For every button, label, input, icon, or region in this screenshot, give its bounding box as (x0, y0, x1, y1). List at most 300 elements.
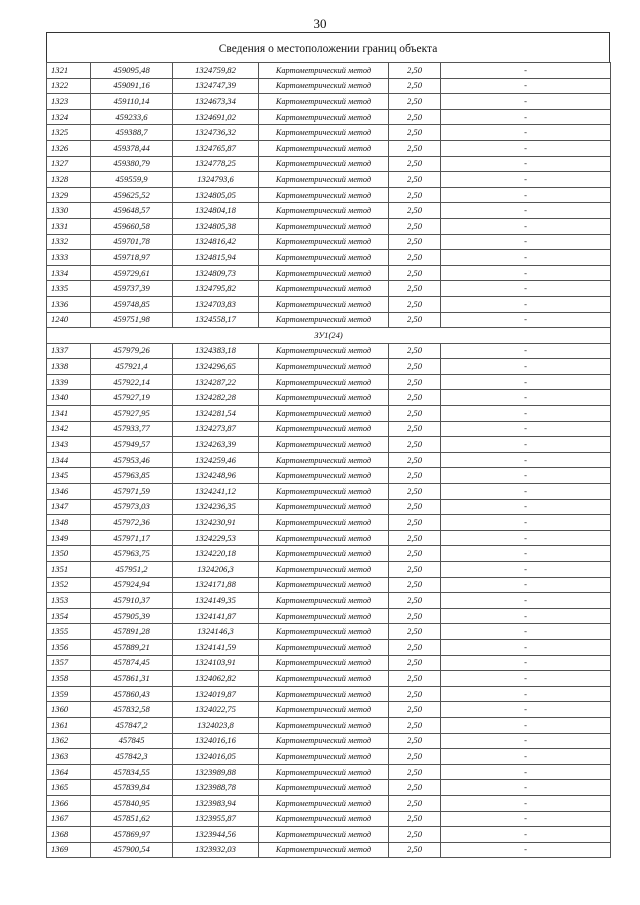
coordinate-y: 1324016,16 (173, 733, 259, 749)
coordinate-y: 1324809,73 (173, 265, 259, 281)
accuracy-value: 2,50 (389, 203, 441, 219)
coordinate-x: 457860,43 (91, 686, 173, 702)
accuracy-value: 2,50 (389, 172, 441, 188)
coordinate-y: 1323989,88 (173, 764, 259, 780)
determination-method: Картометрический метод (259, 218, 389, 234)
point-number: 1348 (47, 515, 91, 531)
point-number: 1331 (47, 218, 91, 234)
coordinate-y: 1324759,82 (173, 63, 259, 79)
accuracy-value: 2,50 (389, 795, 441, 811)
coordinate-y: 1324383,18 (173, 343, 259, 359)
description-cell: - (441, 296, 611, 312)
coordinate-y: 1324171,88 (173, 577, 259, 593)
table-row (47, 156, 611, 172)
determination-method: Картометрический метод (259, 593, 389, 609)
coordinate-x: 459378,44 (91, 140, 173, 156)
coordinate-y: 1324230,91 (173, 515, 259, 531)
determination-method: Картометрический метод (259, 172, 389, 188)
point-number: 1330 (47, 203, 91, 219)
description-cell: - (441, 764, 611, 780)
description-cell: - (441, 499, 611, 515)
coordinate-x: 457972,36 (91, 515, 173, 531)
table-row (47, 265, 611, 281)
coordinate-y: 1324220,18 (173, 546, 259, 562)
coordinate-y: 1324673,34 (173, 94, 259, 110)
point-number: 1363 (47, 749, 91, 765)
coordinate-x: 457889,21 (91, 639, 173, 655)
table-row (47, 780, 611, 796)
point-number: 1346 (47, 484, 91, 500)
coordinate-x: 457905,39 (91, 608, 173, 624)
coordinate-y: 1324287,22 (173, 374, 259, 390)
point-number: 1369 (47, 842, 91, 858)
determination-method: Картометрический метод (259, 577, 389, 593)
determination-method: Картометрический метод (259, 484, 389, 500)
accuracy-value: 2,50 (389, 749, 441, 765)
coordinate-x: 457839,84 (91, 780, 173, 796)
coordinate-y: 1324804,18 (173, 203, 259, 219)
determination-method: Картометрический метод (259, 421, 389, 437)
table-row (47, 78, 611, 94)
table-row (47, 452, 611, 468)
point-number: 1364 (47, 764, 91, 780)
coordinate-x: 457832,58 (91, 702, 173, 718)
determination-method: Картометрический метод (259, 842, 389, 858)
accuracy-value: 2,50 (389, 827, 441, 843)
determination-method: Картометрический метод (259, 234, 389, 250)
accuracy-value: 2,50 (389, 593, 441, 609)
point-number: 1329 (47, 187, 91, 203)
accuracy-value: 2,50 (389, 686, 441, 702)
coordinate-y: 1324103,91 (173, 655, 259, 671)
coordinate-x: 459660,58 (91, 218, 173, 234)
determination-method: Картометрический метод (259, 187, 389, 203)
table-row (47, 109, 611, 125)
coordinate-x: 459729,61 (91, 265, 173, 281)
table-row (47, 686, 611, 702)
point-number: 1357 (47, 655, 91, 671)
accuracy-value: 2,50 (389, 515, 441, 531)
accuracy-value: 2,50 (389, 562, 441, 578)
boundary-table (46, 62, 611, 858)
coordinate-x: 457963,75 (91, 546, 173, 562)
description-cell: - (441, 686, 611, 702)
coordinate-x: 459737,39 (91, 281, 173, 297)
coordinate-x: 457840,95 (91, 795, 173, 811)
determination-method: Картометрический метод (259, 795, 389, 811)
table-row (47, 187, 611, 203)
description-cell: - (441, 172, 611, 188)
accuracy-value: 2,50 (389, 218, 441, 234)
section-label: ЗУ1(24) (47, 328, 611, 344)
point-number: 1340 (47, 390, 91, 406)
description-cell: - (441, 717, 611, 733)
table-row (47, 562, 611, 578)
coordinate-x: 457953,46 (91, 452, 173, 468)
determination-method: Картометрический метод (259, 78, 389, 94)
coordinate-y: 1324795,82 (173, 281, 259, 297)
accuracy-value: 2,50 (389, 608, 441, 624)
determination-method: Картометрический метод (259, 764, 389, 780)
determination-method: Картометрический метод (259, 702, 389, 718)
coordinate-y: 1324281,54 (173, 406, 259, 422)
description-cell: - (441, 702, 611, 718)
description-cell: - (441, 187, 611, 203)
determination-method: Картометрический метод (259, 546, 389, 562)
determination-method: Картометрический метод (259, 733, 389, 749)
table-row (47, 530, 611, 546)
determination-method: Картометрический метод (259, 608, 389, 624)
determination-method: Картометрический метод (259, 811, 389, 827)
accuracy-value: 2,50 (389, 639, 441, 655)
determination-method: Картометрический метод (259, 359, 389, 375)
table-row (47, 406, 611, 422)
accuracy-value: 2,50 (389, 421, 441, 437)
coordinate-x: 457922,14 (91, 374, 173, 390)
accuracy-value: 2,50 (389, 733, 441, 749)
description-cell: - (441, 827, 611, 843)
coordinate-x: 457927,95 (91, 406, 173, 422)
section-row (47, 328, 611, 344)
table-row (47, 655, 611, 671)
table-row (47, 63, 611, 79)
coordinate-x: 457861,31 (91, 671, 173, 687)
coordinate-y: 1324815,94 (173, 250, 259, 266)
accuracy-value: 2,50 (389, 63, 441, 79)
coordinate-x: 459110,14 (91, 94, 173, 110)
accuracy-value: 2,50 (389, 312, 441, 328)
coordinate-y: 1324273,87 (173, 421, 259, 437)
coordinate-y: 1324736,32 (173, 125, 259, 141)
point-number: 1366 (47, 795, 91, 811)
accuracy-value: 2,50 (389, 156, 441, 172)
table-row (47, 359, 611, 375)
table-row (47, 764, 611, 780)
table-row (47, 624, 611, 640)
description-cell: - (441, 608, 611, 624)
description-cell: - (441, 250, 611, 266)
accuracy-value: 2,50 (389, 94, 441, 110)
point-number: 1344 (47, 452, 91, 468)
description-cell: - (441, 78, 611, 94)
description-cell: - (441, 218, 611, 234)
table-row (47, 671, 611, 687)
description-cell: - (441, 842, 611, 858)
point-number: 1349 (47, 530, 91, 546)
description-cell: - (441, 733, 611, 749)
description-cell: - (441, 515, 611, 531)
determination-method: Картометрический метод (259, 296, 389, 312)
coordinate-x: 459233,6 (91, 109, 173, 125)
coordinate-x: 459380,79 (91, 156, 173, 172)
determination-method: Картометрический метод (259, 749, 389, 765)
description-cell: - (441, 530, 611, 546)
coordinate-x: 457949,57 (91, 437, 173, 453)
determination-method: Картометрический метод (259, 125, 389, 141)
description-cell: - (441, 655, 611, 671)
determination-method: Картометрический метод (259, 530, 389, 546)
table-row (47, 639, 611, 655)
accuracy-value: 2,50 (389, 468, 441, 484)
coordinate-y: 1324023,8 (173, 717, 259, 733)
description-cell: - (441, 484, 611, 500)
determination-method: Картометрический метод (259, 655, 389, 671)
boundary-sheet (46, 32, 610, 858)
coordinate-y: 1324816,42 (173, 234, 259, 250)
coordinate-y: 1324558,17 (173, 312, 259, 328)
table-row (47, 702, 611, 718)
coordinate-x: 457924,94 (91, 577, 173, 593)
point-number: 1342 (47, 421, 91, 437)
coordinate-x: 459388,7 (91, 125, 173, 141)
accuracy-value: 2,50 (389, 390, 441, 406)
determination-method: Картометрический метод (259, 94, 389, 110)
determination-method: Картометрический метод (259, 109, 389, 125)
accuracy-value: 2,50 (389, 624, 441, 640)
coordinate-x: 459718,97 (91, 250, 173, 266)
coordinate-x: 459648,57 (91, 203, 173, 219)
table-row (47, 546, 611, 562)
coordinate-y: 1324236,35 (173, 499, 259, 515)
table-row (47, 281, 611, 297)
point-number: 1326 (47, 140, 91, 156)
coordinate-y: 1324703,83 (173, 296, 259, 312)
table-row (47, 250, 611, 266)
coordinate-x: 459751,98 (91, 312, 173, 328)
point-number: 1322 (47, 78, 91, 94)
table-row (47, 795, 611, 811)
table-row (47, 515, 611, 531)
accuracy-value: 2,50 (389, 811, 441, 827)
accuracy-value: 2,50 (389, 125, 441, 141)
description-cell: - (441, 546, 611, 562)
coordinate-x: 459091,16 (91, 78, 173, 94)
boundary-table-body (47, 63, 611, 858)
coordinate-y: 1324263,39 (173, 437, 259, 453)
description-cell: - (441, 749, 611, 765)
accuracy-value: 2,50 (389, 78, 441, 94)
description-cell: - (441, 437, 611, 453)
table-row (47, 172, 611, 188)
point-number: 1354 (47, 608, 91, 624)
point-number: 1334 (47, 265, 91, 281)
accuracy-value: 2,50 (389, 250, 441, 266)
accuracy-value: 2,50 (389, 546, 441, 562)
determination-method: Картометрический метод (259, 562, 389, 578)
table-row (47, 827, 611, 843)
coordinate-y: 1324022,75 (173, 702, 259, 718)
coordinate-y: 1324259,46 (173, 452, 259, 468)
point-number: 1367 (47, 811, 91, 827)
description-cell: - (441, 390, 611, 406)
point-number: 1337 (47, 343, 91, 359)
table-row (47, 374, 611, 390)
determination-method: Картометрический метод (259, 717, 389, 733)
description-cell: - (441, 624, 611, 640)
point-number: 1368 (47, 827, 91, 843)
point-number: 1327 (47, 156, 91, 172)
determination-method: Картометрический метод (259, 312, 389, 328)
point-number: 1361 (47, 717, 91, 733)
page-number: 30 (313, 16, 327, 31)
accuracy-value: 2,50 (389, 265, 441, 281)
table-row (47, 390, 611, 406)
determination-method: Картометрический метод (259, 250, 389, 266)
description-cell: - (441, 140, 611, 156)
coordinate-x: 457845 (91, 733, 173, 749)
determination-method: Картометрический метод (259, 406, 389, 422)
description-cell: - (441, 94, 611, 110)
coordinate-x: 457900,54 (91, 842, 173, 858)
coordinate-y: 1324141,87 (173, 608, 259, 624)
point-number: 1353 (47, 593, 91, 609)
coordinate-y: 1324149,35 (173, 593, 259, 609)
determination-method: Картометрический метод (259, 686, 389, 702)
coordinate-x: 459748,85 (91, 296, 173, 312)
accuracy-value: 2,50 (389, 359, 441, 375)
coordinate-y: 1324765,87 (173, 140, 259, 156)
coordinate-x: 459095,48 (91, 63, 173, 79)
accuracy-value: 2,50 (389, 109, 441, 125)
coordinate-x: 457842,3 (91, 749, 173, 765)
table-row (47, 421, 611, 437)
accuracy-value: 2,50 (389, 187, 441, 203)
coordinate-y: 1324062,82 (173, 671, 259, 687)
accuracy-value: 2,50 (389, 780, 441, 796)
accuracy-value: 2,50 (389, 140, 441, 156)
point-number: 1356 (47, 639, 91, 655)
table-row (47, 94, 611, 110)
coordinate-x: 457910,37 (91, 593, 173, 609)
point-number: 1365 (47, 780, 91, 796)
table-row (47, 312, 611, 328)
coordinate-y: 1323932,03 (173, 842, 259, 858)
coordinate-x: 459559,9 (91, 172, 173, 188)
determination-method: Картометрический метод (259, 156, 389, 172)
description-cell: - (441, 671, 611, 687)
description-cell: - (441, 639, 611, 655)
point-number: 1351 (47, 562, 91, 578)
coordinate-x: 459701,78 (91, 234, 173, 250)
point-number: 1324 (47, 109, 91, 125)
determination-method: Картометрический метод (259, 639, 389, 655)
determination-method: Картометрический метод (259, 452, 389, 468)
coordinate-x: 459625,52 (91, 187, 173, 203)
table-row (47, 125, 611, 141)
table-row (47, 593, 611, 609)
coordinate-y: 1324805,38 (173, 218, 259, 234)
coordinate-x: 457921,4 (91, 359, 173, 375)
description-cell: - (441, 468, 611, 484)
description-cell: - (441, 780, 611, 796)
accuracy-value: 2,50 (389, 374, 441, 390)
accuracy-value: 2,50 (389, 452, 441, 468)
table-row (47, 811, 611, 827)
description-cell: - (441, 203, 611, 219)
determination-method: Картометрический метод (259, 499, 389, 515)
description-cell: - (441, 374, 611, 390)
table-row (47, 577, 611, 593)
description-cell: - (441, 795, 611, 811)
point-number: 1338 (47, 359, 91, 375)
point-number: 1336 (47, 296, 91, 312)
table-row (47, 140, 611, 156)
accuracy-value: 2,50 (389, 296, 441, 312)
coordinate-x: 457891,28 (91, 624, 173, 640)
point-number: 1332 (47, 234, 91, 250)
accuracy-value: 2,50 (389, 717, 441, 733)
description-cell: - (441, 63, 611, 79)
description-cell: - (441, 577, 611, 593)
description-cell: - (441, 593, 611, 609)
point-number: 1321 (47, 63, 91, 79)
point-number: 1341 (47, 406, 91, 422)
accuracy-value: 2,50 (389, 842, 441, 858)
accuracy-value: 2,50 (389, 484, 441, 500)
accuracy-value: 2,50 (389, 655, 441, 671)
determination-method: Картометрический метод (259, 374, 389, 390)
determination-method: Картометрический метод (259, 827, 389, 843)
point-number: 1339 (47, 374, 91, 390)
accuracy-value: 2,50 (389, 437, 441, 453)
description-cell: - (441, 421, 611, 437)
description-cell: - (441, 281, 611, 297)
description-cell: - (441, 109, 611, 125)
accuracy-value: 2,50 (389, 281, 441, 297)
coordinate-y: 1324146,3 (173, 624, 259, 640)
coordinate-y: 1324691,02 (173, 109, 259, 125)
coordinate-x: 457834,55 (91, 764, 173, 780)
coordinate-y: 1324296,65 (173, 359, 259, 375)
point-number: 1323 (47, 94, 91, 110)
coordinate-y: 1324793,6 (173, 172, 259, 188)
coordinate-y: 1323988,78 (173, 780, 259, 796)
description-cell: - (441, 156, 611, 172)
coordinate-x: 457963,85 (91, 468, 173, 484)
determination-method: Картометрический метод (259, 390, 389, 406)
description-cell: - (441, 234, 611, 250)
accuracy-value: 2,50 (389, 577, 441, 593)
determination-method: Картометрический метод (259, 265, 389, 281)
accuracy-value: 2,50 (389, 530, 441, 546)
coordinate-y: 1324141,59 (173, 639, 259, 655)
description-cell: - (441, 406, 611, 422)
determination-method: Картометрический метод (259, 437, 389, 453)
description-cell: - (441, 359, 611, 375)
point-number: 1343 (47, 437, 91, 453)
point-number: 1335 (47, 281, 91, 297)
coordinate-x: 457971,17 (91, 530, 173, 546)
table-row (47, 499, 611, 515)
determination-method: Картометрический метод (259, 203, 389, 219)
determination-method: Картометрический метод (259, 140, 389, 156)
coordinate-x: 457973,03 (91, 499, 173, 515)
table-row (47, 842, 611, 858)
coordinate-y: 1324282,28 (173, 390, 259, 406)
point-number: 1360 (47, 702, 91, 718)
description-cell: - (441, 562, 611, 578)
table-row (47, 437, 611, 453)
accuracy-value: 2,50 (389, 764, 441, 780)
table-row (47, 203, 611, 219)
description-cell: - (441, 811, 611, 827)
point-number: 1347 (47, 499, 91, 515)
coordinate-y: 1324805,05 (173, 187, 259, 203)
table-row (47, 484, 611, 500)
coordinate-y: 1324248,96 (173, 468, 259, 484)
coordinate-y: 1324747,39 (173, 78, 259, 94)
point-number: 1328 (47, 172, 91, 188)
